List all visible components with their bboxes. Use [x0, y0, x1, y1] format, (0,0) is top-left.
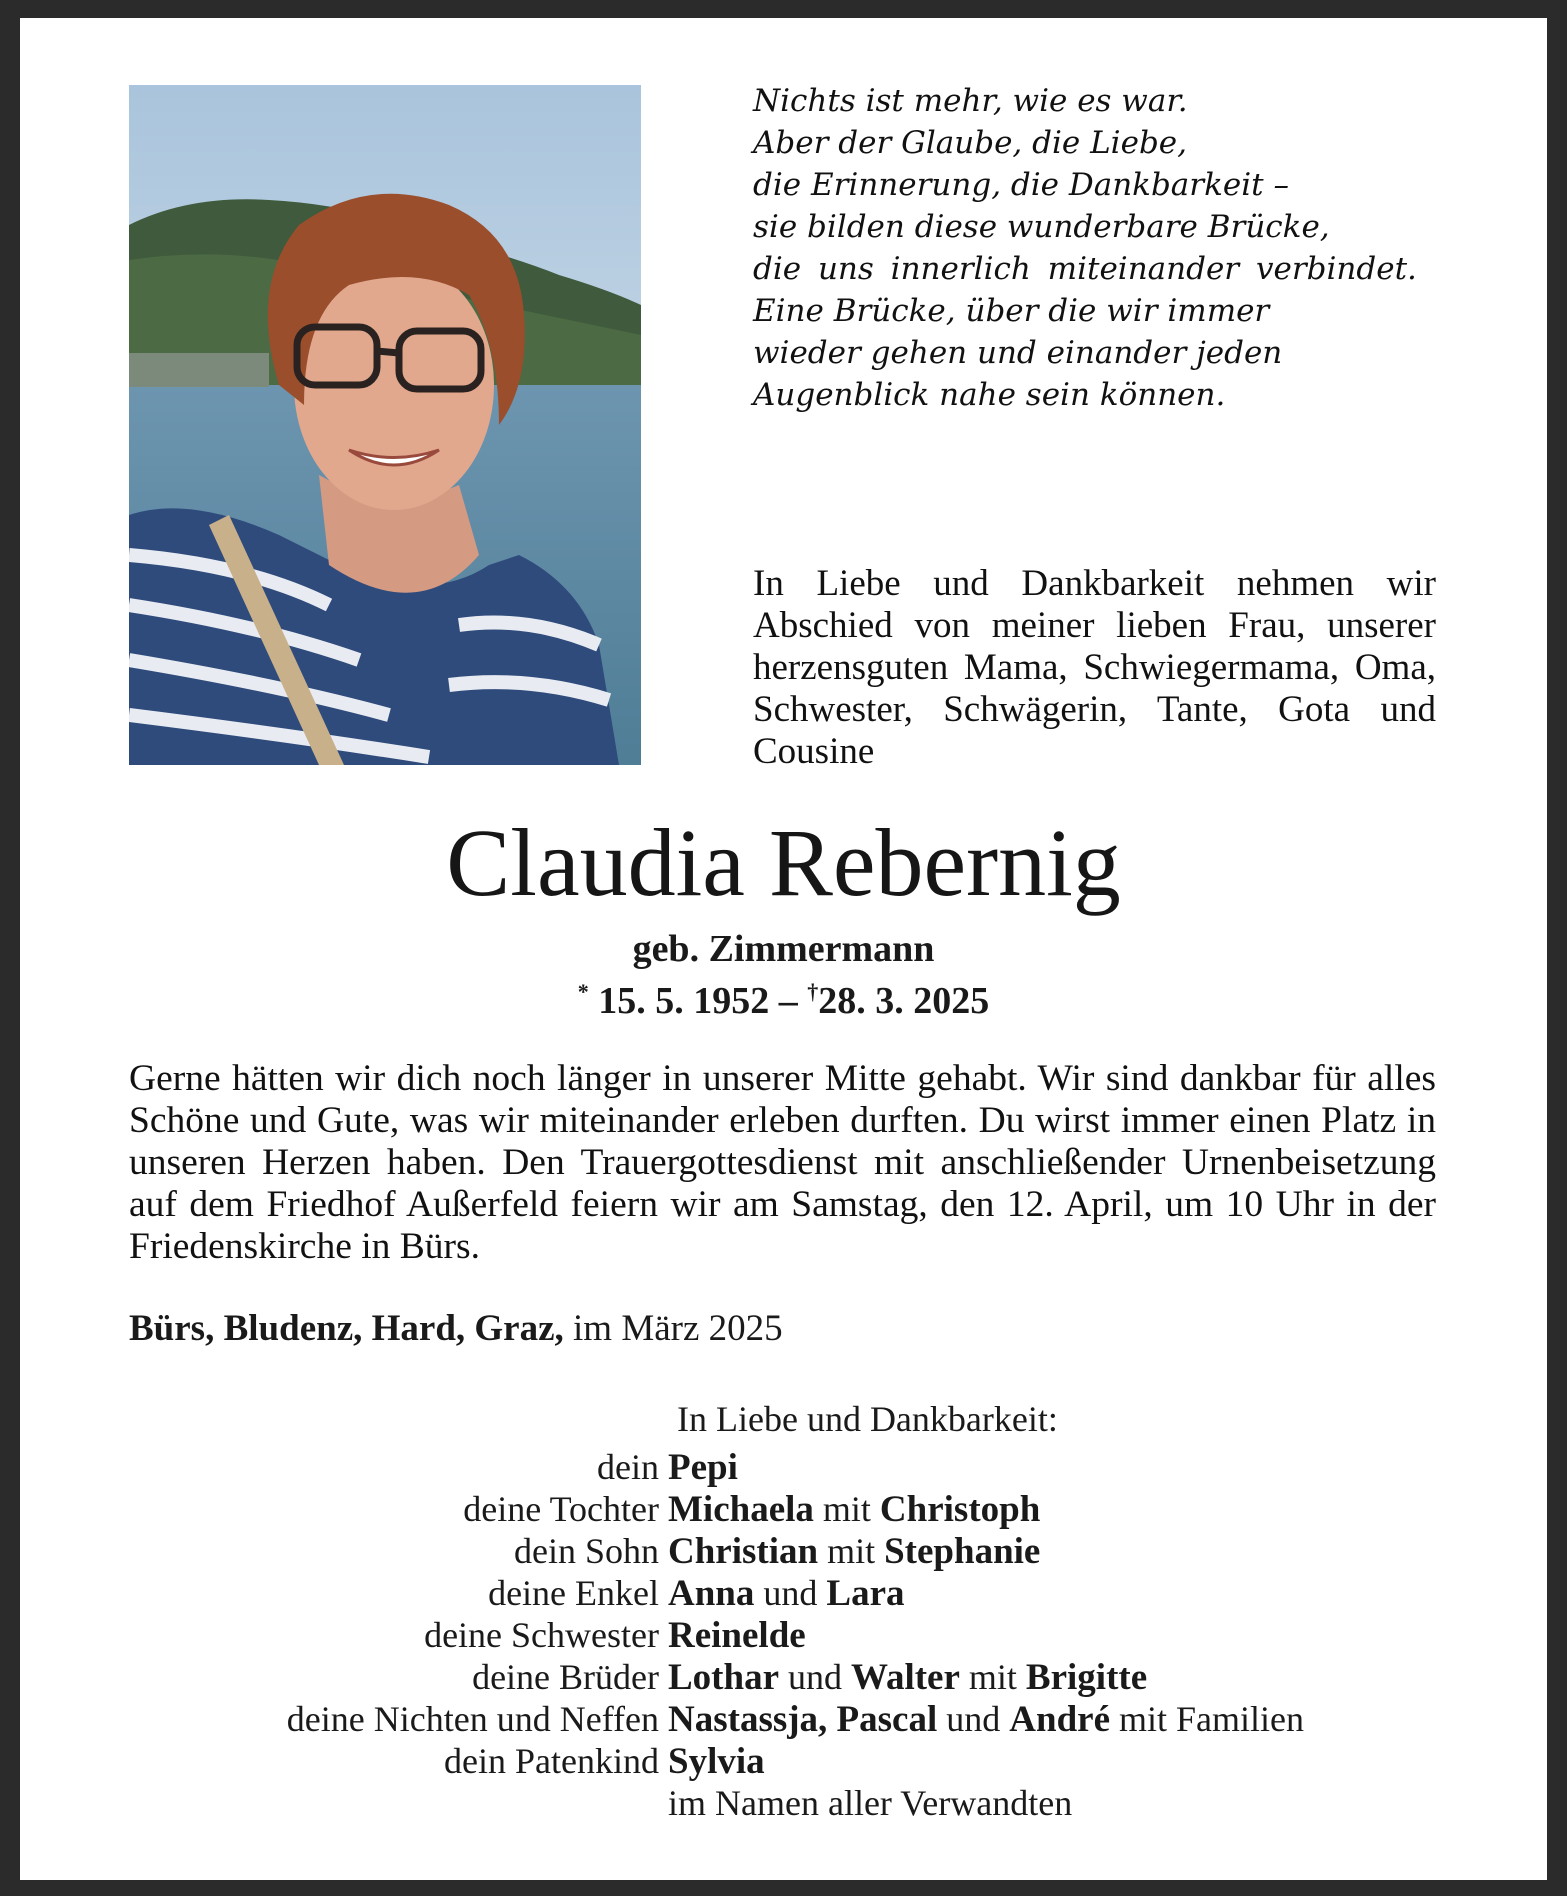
places: Bürs, Bludenz, Hard, Graz, — [129, 1308, 564, 1349]
mourner-row — [20, 1446, 1547, 1488]
mourner-connector: mit — [813, 1489, 880, 1529]
mourner-relation: deine Enkel — [488, 1573, 659, 1613]
mourner-relation: deine Tochter — [463, 1489, 659, 1529]
mourner-names — [668, 1782, 1072, 1824]
mourner-row — [20, 1740, 1547, 1782]
mourner-name: Michaela — [668, 1489, 814, 1530]
mourner-relation: dein Patenkind — [444, 1741, 659, 1781]
portrait-photo — [129, 85, 641, 765]
mourner-names — [668, 1656, 1147, 1698]
mourner-relation: deine Brüder — [472, 1657, 659, 1697]
mourner-row — [20, 1782, 1547, 1824]
mourner-name: Christoph — [879, 1489, 1041, 1530]
mourner-connector: im Namen aller Verwandten — [668, 1783, 1073, 1823]
mourner-relation: deine Nichten und Neffen — [286, 1699, 659, 1739]
mourner-connector: mit — [818, 1531, 885, 1571]
mourner-relation: deine Schwester — [424, 1615, 659, 1655]
mourners-list — [20, 1446, 1547, 1824]
mourner-connector: und — [754, 1573, 827, 1613]
mourner-name: Christian — [668, 1531, 819, 1572]
mourner-relation: dein Sohn — [513, 1531, 659, 1571]
obituary-page — [20, 18, 1547, 1880]
poem-line: Augenblick nahe sein können. — [753, 377, 1226, 413]
maiden-name: geb. Zimmermann — [632, 928, 935, 970]
death-date: 28. 3. 2025 — [818, 980, 990, 1022]
mourner-connector: und — [779, 1657, 851, 1697]
place-line — [129, 1308, 1436, 1350]
mourner-row — [20, 1572, 1547, 1614]
poem-line: sie bilden diese wunderbare Brücke, — [753, 209, 1330, 245]
birth-symbol: * — [577, 979, 589, 1004]
mourner-name: Brigitte — [1025, 1657, 1148, 1698]
mourner-connector: und — [937, 1699, 1010, 1739]
mourner-relation: dein — [597, 1447, 659, 1487]
poem-line: Eine Brücke, über die wir immer — [753, 293, 1270, 329]
mourner-row — [20, 1488, 1547, 1530]
mourner-names — [668, 1488, 1040, 1530]
mourner-name: Sylvia — [668, 1741, 765, 1782]
mourner-row — [20, 1656, 1547, 1698]
death-symbol: † — [807, 979, 819, 1004]
mourners-header: In Liebe und Dankbarkeit: — [677, 1399, 1058, 1439]
poem-line: die Erinnerung, die Dankbarkeit – — [753, 167, 1289, 203]
mourner-row — [20, 1614, 1547, 1656]
poem-line: die uns innerlich miteinander verbindet. — [753, 251, 1417, 287]
mourner-name: Pepi — [668, 1447, 738, 1488]
mourner-connector: mit — [959, 1657, 1026, 1697]
intro-text: In Liebe und Dankbarkeit nehmen wir Abschied von meiner lieben Frau, unserer herzensguten Mama, Schwiegermama, Oma, Schwester, Schwägerin, Tante, Gota und Cousine — [753, 563, 1436, 772]
place-date: im März 2025 — [573, 1308, 783, 1349]
poem — [753, 80, 1453, 416]
mourner-relation — [20, 1782, 668, 1824]
mourner-name: Lara — [826, 1573, 905, 1614]
mourner-name: Lothar — [668, 1657, 779, 1698]
mourner-name: André — [1009, 1699, 1110, 1740]
deceased-name: Claudia Rebernig — [446, 809, 1121, 916]
mourner-names — [668, 1698, 1304, 1740]
mourner-names — [668, 1614, 806, 1656]
mourner-row — [20, 1530, 1547, 1572]
mourner-row — [20, 1698, 1547, 1740]
poem-line: Aber der Glaube, die Liebe, — [753, 125, 1187, 161]
mourner-name: Walter — [851, 1657, 960, 1698]
portrait-photo-graphic — [129, 85, 641, 765]
mourner-names — [668, 1572, 905, 1614]
poem-line: wieder gehen und einander jeden — [753, 335, 1283, 371]
poem-line: Nichts ist mehr, wie es war. — [753, 83, 1188, 119]
mourner-name: Stephanie — [884, 1531, 1041, 1572]
mourner-name: Nastassja, Pascal — [668, 1699, 938, 1740]
mourner-name: Anna — [668, 1573, 755, 1614]
birth-date: 15. 5. 1952 — [598, 980, 770, 1022]
life-dates — [20, 970, 1547, 1023]
mourner-names — [668, 1446, 738, 1488]
mourner-names — [668, 1740, 765, 1782]
date-dash: – — [778, 980, 798, 1022]
mourner-connector: mit Familien — [1110, 1699, 1304, 1739]
body-text: Gerne hätten wir dich noch länger in unserer Mitte gehabt. Wir sind dankbar für alles Schöne und Gute, was wir miteinander erleben durften. Du wirst immer einen Platz in unseren Herzen haben. Den Trauergottesdienst mit anschließender Urnenbeisetzung auf dem Friedhof Außerfeld feiern wir am Samstag, den 12. April, um 10 Uhr in der Friedenskirche in Bürs. — [129, 1058, 1436, 1267]
mourner-name: Reinelde — [668, 1615, 806, 1656]
mourner-names — [668, 1530, 1040, 1572]
